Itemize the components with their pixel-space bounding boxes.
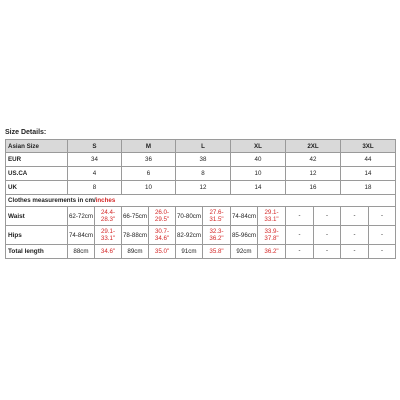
- cm-cell: 78-88cm: [122, 226, 149, 245]
- measurements-heading-cm: Clothes measurements in cm/: [8, 197, 96, 204]
- empty-cell: -: [314, 226, 341, 245]
- table-cell: 14: [341, 167, 396, 181]
- table-cell: 6: [122, 167, 176, 181]
- cm-cell: 82-92cm: [176, 226, 203, 245]
- asian-size-header: Asian Size: [6, 140, 68, 153]
- cm-cell: 92cm: [231, 245, 258, 259]
- measurements-heading-row: [6, 195, 396, 207]
- size-header-m: M: [122, 140, 176, 153]
- cm-cell: 74-84cm: [68, 226, 95, 245]
- empty-cell: -: [369, 207, 396, 226]
- empty-cell: -: [286, 207, 314, 226]
- inch-cell: 27.6-31.5": [203, 207, 231, 226]
- inch-cell: 35.0": [149, 245, 176, 259]
- empty-cell: -: [341, 245, 369, 259]
- row-label-eur: EUR: [6, 153, 68, 167]
- size-header-s: S: [68, 140, 122, 153]
- table-row: [6, 153, 396, 167]
- empty-cell: -: [369, 226, 396, 245]
- inch-cell: 29.1-33.1": [258, 207, 286, 226]
- measurements-heading-inches: inches: [95, 197, 116, 204]
- cm-cell: 91cm: [176, 245, 203, 259]
- row-label-hips: Hips: [6, 226, 68, 245]
- table-row: [6, 181, 396, 195]
- table-row: [6, 226, 396, 245]
- row-label-uk: UK: [6, 181, 68, 195]
- inch-cell: 24.4-28.3": [95, 207, 122, 226]
- table-cell: 8: [68, 181, 122, 195]
- cm-cell: 70-80cm: [176, 207, 203, 226]
- cm-cell: 62-72cm: [68, 207, 95, 226]
- size-header-xl: XL: [231, 140, 286, 153]
- empty-cell: -: [341, 226, 369, 245]
- measurements-table: [5, 194, 396, 259]
- table-cell: 36: [122, 153, 176, 167]
- size-header-2xl: 2XL: [286, 140, 341, 153]
- row-label-waist: Waist: [6, 207, 68, 226]
- empty-cell: -: [369, 245, 396, 259]
- size-header-3xl: 3XL: [341, 140, 396, 153]
- inch-cell: 29.1-33.1": [95, 226, 122, 245]
- table-cell: 16: [286, 181, 341, 195]
- measurements-heading: [6, 195, 396, 207]
- cm-cell: 89cm: [122, 245, 149, 259]
- table-cell: 8: [176, 167, 231, 181]
- table-row: [6, 245, 396, 259]
- empty-cell: -: [314, 207, 341, 226]
- row-label-usca: US.CA: [6, 167, 68, 181]
- size-header-l: L: [176, 140, 231, 153]
- inch-cell: 32.3-36.2": [203, 226, 231, 245]
- table-row: [6, 167, 396, 181]
- inch-cell: 35.8": [203, 245, 231, 259]
- table-cell: 10: [122, 181, 176, 195]
- table-cell: 12: [286, 167, 341, 181]
- size-details-heading: Size Details:: [5, 129, 47, 136]
- inch-cell: 34.6": [95, 245, 122, 259]
- size-chart: [5, 128, 395, 259]
- table-cell: 18: [341, 181, 396, 195]
- table-cell: 38: [176, 153, 231, 167]
- inch-cell: 33.9-37.8": [258, 226, 286, 245]
- table-cell: 40: [231, 153, 286, 167]
- empty-cell: -: [286, 226, 314, 245]
- table-cell: 10: [231, 167, 286, 181]
- inch-cell: 26.0-29.5": [149, 207, 176, 226]
- table-cell: 14: [231, 181, 286, 195]
- size-conversion-table: [5, 139, 396, 195]
- cm-cell: 74-84cm: [231, 207, 258, 226]
- table-cell: 42: [286, 153, 341, 167]
- table-cell: 4: [68, 167, 122, 181]
- empty-cell: -: [286, 245, 314, 259]
- cm-cell: 66-75cm: [122, 207, 149, 226]
- size-header-row: [6, 140, 396, 153]
- table-row: [6, 207, 396, 226]
- cm-cell: 88cm: [68, 245, 95, 259]
- empty-cell: -: [341, 207, 369, 226]
- table-cell: 12: [176, 181, 231, 195]
- inch-cell: 36.2": [258, 245, 286, 259]
- inch-cell: 30.7-34.6": [149, 226, 176, 245]
- row-label-total-length: Total length: [6, 245, 68, 259]
- table-cell: 44: [341, 153, 396, 167]
- empty-cell: -: [314, 245, 341, 259]
- cm-cell: 85-96cm: [231, 226, 258, 245]
- table-cell: 34: [68, 153, 122, 167]
